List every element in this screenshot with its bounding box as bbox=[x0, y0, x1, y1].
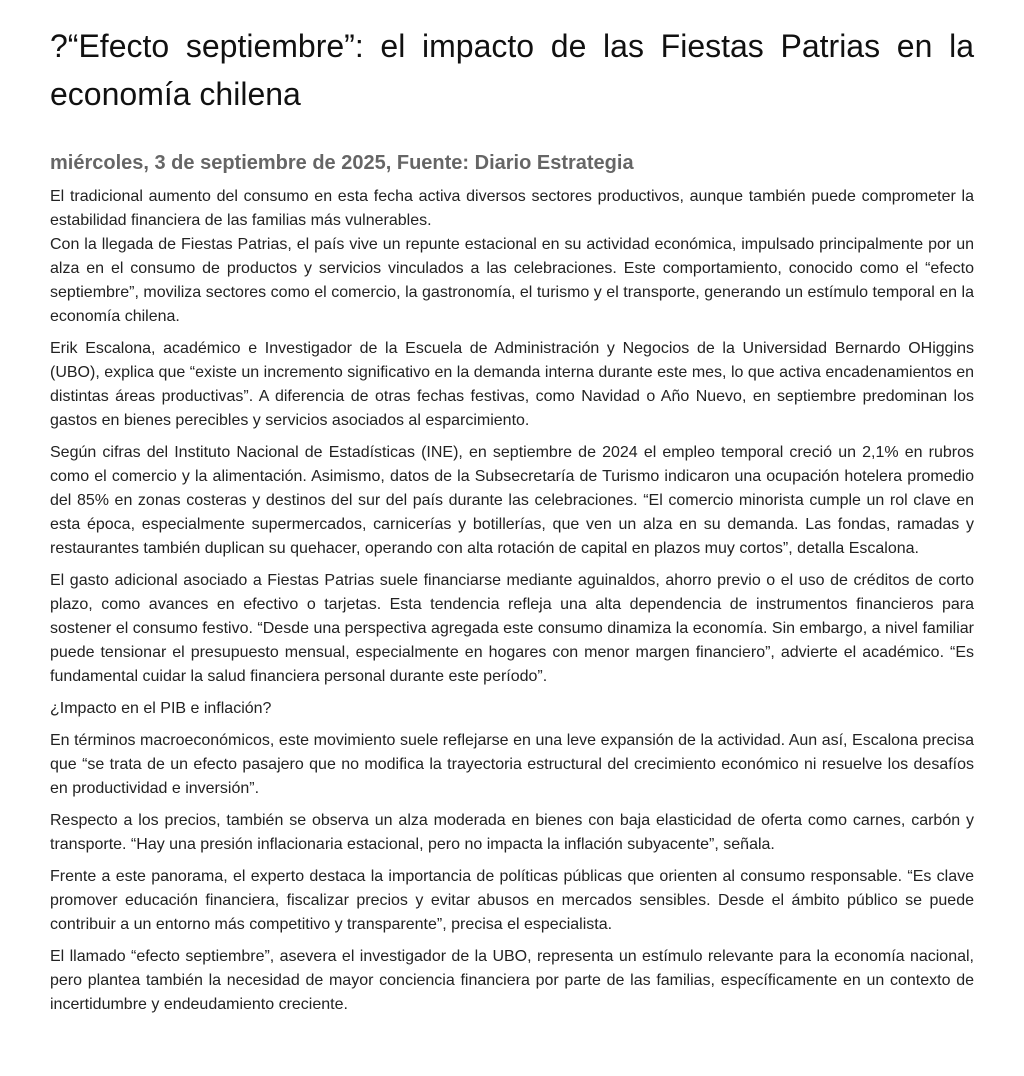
article-paragraph: Con la llegada de Fiestas Patrias, el país vive un repunte estacional en su actividad económica, impulsado principalmente por un alza en el consumo de productos y servicios vinculados a las celebraciones. Este comportamiento, conocido como el “efecto septiembre”, moviliza sectores como el comercio, la gastronomía, el turismo y el transporte, generando un estímulo temporal en la economía chilena. bbox=[50, 236, 974, 325]
article-meta: miércoles, 3 de septiembre de 2025, Fuente: Diario Estrategia bbox=[50, 152, 634, 174]
article-paragraph: En términos macroeconómicos, este movimiento suele reflejarse en una leve expansión de la actividad. Aun así, Escalona precisa que “se trata de un efecto pasajero que no modifica la trayectoria estructural del crecimiento económico ni resuelve los desafíos en productividad e inversión”. bbox=[50, 732, 974, 797]
article-paragraph: El llamado “efecto septiembre”, asevera el investigador de la UBO, representa un estímulo relevante para la economía nacional, pero plantea también la necesidad de mayor conciencia financiera por parte de las familias, específicamente en un contexto de incertidumbre y endeudamiento creciente. bbox=[50, 948, 974, 1013]
article-body bbox=[50, 185, 974, 1017]
article-title: ?“Efecto septiembre”: el impacto de las Fiestas Patrias en la economía chilena bbox=[50, 28, 974, 112]
article-subheading: ¿Impacto en el PIB e inflación? bbox=[50, 700, 272, 717]
article-paragraph: Erik Escalona, académico e Investigador de la Escuela de Administración y Negocios de la Universidad Bernardo OHiggins (UBO), explica que “existe un incremento significativo en la demanda interna durante este mes, lo que activa encadenamientos en distintas áreas productivas”. A diferencia de otras fechas festivas, como Navidad o Año Nuevo, en septiembre predominan los gastos en bienes perecibles y servicios asociados al esparcimiento. bbox=[50, 340, 974, 429]
article-paragraph: Respecto a los precios, también se observa un alza moderada en bienes con baja elasticidad de oferta como carnes, carbón y transporte. “Hay una presión inflacionaria estacional, pero no impacta la inflación subyacente”, señala. bbox=[50, 812, 974, 853]
article-paragraph: Frente a este panorama, el experto destaca la importancia de políticas públicas que orienten al consumo responsable. “Es clave promover educación financiera, fiscalizar precios y evitar abusos en mercados sensibles. Desde el ámbito público se puede contribuir a un entorno más competitivo y transparente”, precisa el especialista. bbox=[50, 868, 974, 933]
article-paragraph: El gasto adicional asociado a Fiestas Patrias suele financiarse mediante aguinaldos, ahorro previo o el uso de créditos de corto plazo, como avances en efectivo o tarjetas. Esta tendencia refleja una alta dependencia de instrumentos financieros para sostener el consumo festivo. “Desde una perspectiva agregada este consumo dinamiza la economía. Sin embargo, a nivel familiar puede tensionar el presupuesto mensual, especialmente en hogares con menor margen financiero”, advierte el académico. “Es fundamental cuidar la salud financiera personal durante este período”. bbox=[50, 572, 974, 685]
article-paragraph: Según cifras del Instituto Nacional de Estadísticas (INE), en septiembre de 2024 el empleo temporal creció un 2,1% en rubros como el comercio y la alimentación. Asimismo, datos de la Subsecretaría de Turismo indicaron una ocupación hotelera promedio del 85% en zonas costeras y destinos del sur del país durante las celebraciones. “El comercio minorista cumple un rol clave en esta época, especialmente supermercados, carnicerías y botillerías, que ven un alza en su demanda. Las fondas, ramadas y restaurantes también duplican su quehacer, operando con alta rotación de capital en plazos muy cortos”, detalla Escalona. bbox=[50, 444, 974, 557]
article-lead: El tradicional aumento del consumo en esta fecha activa diversos sectores productivos, aunque también puede comprometer la estabilidad financiera de las familias más vulnerables. bbox=[50, 188, 974, 229]
